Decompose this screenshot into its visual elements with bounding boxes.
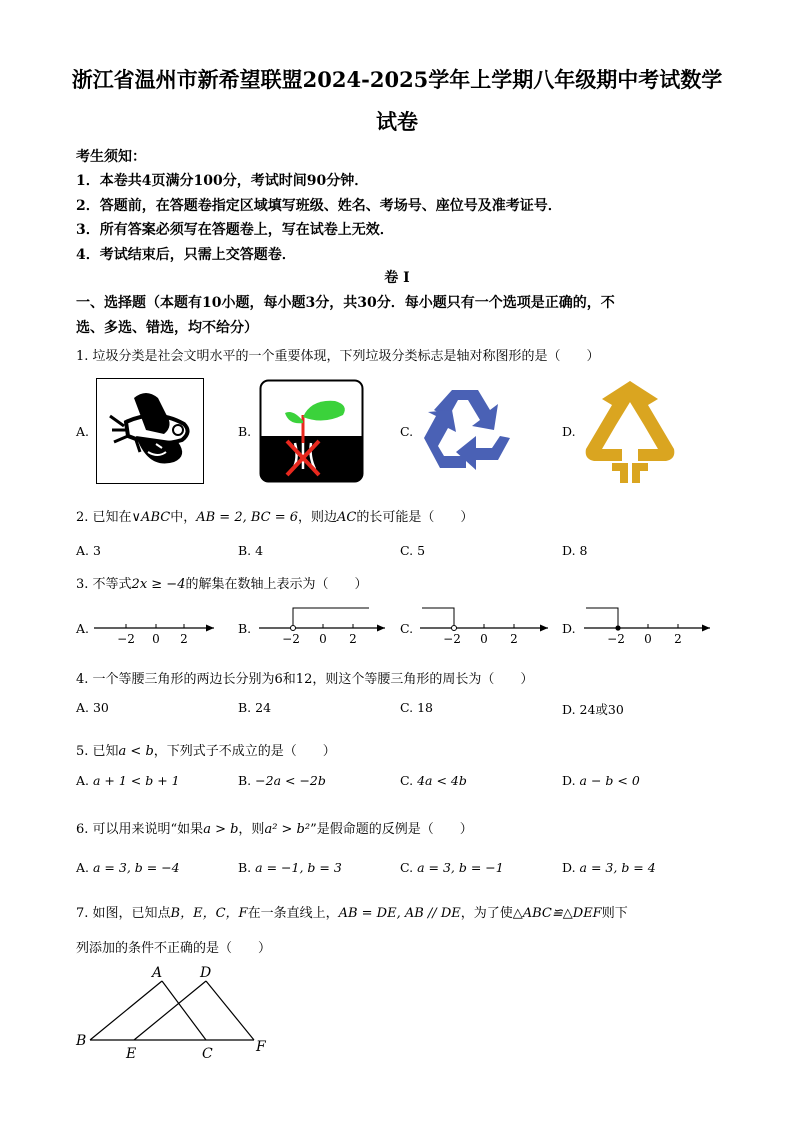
- point-label-d: D: [200, 965, 212, 981]
- q3-inequality-math: 2x ≥ −4: [131, 577, 186, 592]
- section-line2: 选、多选、错选，均不给分）: [76, 320, 258, 336]
- notice-heading: 考生须知：: [76, 149, 146, 165]
- notice-item-3: 3．所有答案必须写在答题卷上，写在试卷上无效．: [76, 222, 394, 238]
- volume-heading: 卷 I: [384, 270, 410, 286]
- q6-option-d-expr: a = 3, b = 4: [579, 860, 656, 875]
- q5-option-a-label: A.: [76, 773, 90, 788]
- q5-option-c-expr: 4a < 4b: [417, 773, 467, 788]
- q6-conclusion-math: a² > b²: [264, 822, 311, 837]
- arrow-right-icon: [540, 625, 548, 632]
- q6-option-c-label: C.: [400, 860, 414, 875]
- q5-option-b: [238, 773, 326, 788]
- q7-stem-line2: 列添加的条件不正确的是（ ）: [76, 941, 272, 956]
- q6-option-b-expr: a = −1, b = 3: [255, 860, 342, 875]
- q1-symbol-d: [582, 379, 678, 483]
- endpoint-dot: [291, 626, 296, 631]
- q3-option-c-label: C.: [400, 621, 414, 636]
- point-label-e: E: [126, 1046, 137, 1062]
- q1-stem: 1. 垃圾分类是社会文明水平的一个重要体现，下列垃圾分类标志是轴对称图形的是（ ）: [76, 349, 600, 364]
- q5-option-b-label: B.: [238, 773, 252, 788]
- q6-condition-math: a > b: [203, 822, 239, 837]
- point-label-b: B: [76, 1033, 87, 1049]
- q1-option-d-label: D.: [562, 424, 576, 439]
- q3-number-line-d: [580, 600, 715, 650]
- q7-stem-text-b: 在一条直线上，: [247, 906, 339, 921]
- q6-option-a-expr: a = 3, b = −4: [93, 860, 180, 875]
- q3-option-d-label: D.: [562, 621, 576, 636]
- point-label-f: F: [256, 1039, 266, 1055]
- q2-triangle-math: ∨ABC: [131, 510, 171, 525]
- q3-stem-text-a: 3. 不等式: [76, 577, 132, 592]
- q6-stem: [76, 818, 473, 837]
- q4-stem: 4. 一个等腰三角形的两边长分别为6和12，则这个等腰三角形的周长为（ ）: [76, 672, 534, 687]
- q5-stem-text-b: ，下列式子不成立的是（ ）: [153, 744, 336, 759]
- q7-stem-text-d: 则下: [601, 906, 628, 921]
- arrow-right-icon: [702, 625, 710, 632]
- notice-item-4: 4．考试结束后，只需上交答题卷．: [76, 247, 296, 263]
- q3-b-tick-2: 2: [349, 632, 357, 646]
- q1-symbol-b: [259, 379, 364, 483]
- q3-d-tick-2: 2: [674, 632, 682, 646]
- q4-option-b: B. 24: [238, 700, 272, 715]
- exam-title-line2: 试卷: [376, 109, 418, 134]
- q3-number-line-b: [255, 600, 390, 650]
- q3-a-tick-0: 0: [152, 632, 160, 646]
- q5-option-a-expr: a + 1 < b + 1: [93, 773, 180, 788]
- point-label-a: A: [152, 965, 163, 981]
- q6-stem-text-b: ，则: [238, 822, 265, 837]
- q6-option-d-label: D.: [562, 860, 576, 875]
- q6-option-c: [400, 860, 504, 875]
- notice-item-2: 2．答题前，在答题卷指定区域填写班级、姓名、考场号、座位号及准考证号．: [76, 198, 562, 214]
- q3-a-tick-2: 2: [180, 632, 188, 646]
- q2-option-a: A. 3: [76, 543, 101, 558]
- q2-stem-text-a: 2. 已知在: [76, 510, 132, 525]
- q3-b-tick-0: 0: [319, 632, 327, 646]
- q7-congruence-math: △ABC≌△DEF: [512, 906, 602, 921]
- q5-option-c-label: C.: [400, 773, 414, 788]
- q1-option-b-label: B.: [238, 424, 252, 439]
- q3-stem: [76, 573, 368, 592]
- q7-condition-math: AB = DE, AB // DE: [338, 906, 461, 921]
- q3-stem-text-b: 的解集在数轴上表示为（ ）: [185, 577, 368, 592]
- section-line1: 一、选择题（本题有10小题，每小题3分，共30分．每小题只有一个选项是正确的，不: [76, 295, 615, 311]
- q5-option-d-label: D.: [562, 773, 576, 788]
- q1-option-c-label: C.: [400, 424, 414, 439]
- q7-points-math: B，E，C，F: [170, 906, 248, 921]
- q3-a-tick-neg2: −2: [117, 632, 135, 646]
- q7-stem-text-a: 7. 如图，已知点: [76, 906, 171, 921]
- q2-stem-text-d: 的长可能是（ ）: [356, 510, 474, 525]
- q6-option-a: [76, 860, 180, 875]
- segment-de: [134, 981, 206, 1040]
- q6-option-d: [562, 860, 656, 875]
- q5-option-d: [562, 773, 640, 788]
- recyclable-triangle-icon: [586, 381, 675, 483]
- q4-option-c: C. 18: [400, 700, 433, 715]
- q5-stem-text-a: 5. 已知: [76, 744, 119, 759]
- q3-d-tick-0: 0: [644, 632, 652, 646]
- q3-option-b-label: B.: [238, 621, 252, 636]
- q2-ac-math: AC: [337, 510, 357, 525]
- q6-option-c-expr: a = 3, b = −1: [417, 860, 504, 875]
- q5-stem: [76, 740, 336, 759]
- q3-number-line-a: [90, 600, 220, 650]
- q3-b-tick-neg2: −2: [282, 632, 300, 646]
- q5-condition-math: a < b: [118, 744, 154, 759]
- q3-number-line-c: [416, 600, 552, 650]
- q2-stem-text-b: 中，: [170, 510, 197, 525]
- q6-option-b-label: B.: [238, 860, 252, 875]
- q6-option-a-label: A.: [76, 860, 90, 875]
- exam-title-line1: 浙江省温州市新希望联盟2024-2025学年上学期八年级期中考试数学: [71, 67, 723, 92]
- q1-option-a-label: A.: [76, 424, 90, 439]
- notice-item-1: 1．本卷共4页满分100分，考试时间90分钟．: [76, 173, 369, 189]
- recycle-icon: [424, 390, 510, 470]
- endpoint-dot: [452, 626, 457, 631]
- endpoint-dot: [615, 625, 620, 630]
- q3-d-tick-neg2: −2: [607, 632, 625, 646]
- arrow-right-icon: [377, 625, 385, 632]
- q7-stem: [76, 902, 628, 921]
- q7-stem-text-c: ，为了使: [460, 906, 513, 921]
- q1-symbol-a: [96, 378, 204, 484]
- q3-c-tick-2: 2: [510, 632, 518, 646]
- segment-ab: [90, 981, 162, 1040]
- q2-option-d: D. 8: [562, 543, 588, 558]
- q3-option-a-label: A.: [76, 621, 90, 636]
- q5-option-b-expr: −2a < −2b: [255, 773, 326, 788]
- q3-c-tick-neg2: −2: [443, 632, 461, 646]
- q5-option-a: [76, 773, 180, 788]
- arrow-right-icon: [206, 625, 214, 632]
- segment-ac: [162, 981, 206, 1040]
- q1-symbol-c: [420, 386, 514, 472]
- q6-stem-text-a: 6. 可以用来说明“如果: [76, 822, 204, 837]
- q4-option-a: A. 30: [76, 700, 109, 715]
- point-label-c: C: [202, 1046, 213, 1062]
- q3-c-tick-0: 0: [480, 632, 488, 646]
- segment-df: [206, 981, 254, 1040]
- q2-stem: [76, 506, 473, 525]
- q7-figure: [72, 960, 272, 1064]
- q6-option-b: [238, 860, 342, 875]
- q2-condition-math: AB = 2, BC = 6: [196, 510, 299, 525]
- q5-option-d-expr: a − b < 0: [579, 773, 640, 788]
- q2-option-c: C. 5: [400, 543, 426, 558]
- q2-option-b: B. 4: [238, 543, 264, 558]
- q2-stem-text-c: ，则边: [298, 510, 338, 525]
- q4-option-d: D. 24或30: [562, 702, 624, 717]
- q5-option-c: [400, 773, 467, 788]
- q6-stem-text-c: ”是假命题的反例是（ ）: [310, 822, 473, 837]
